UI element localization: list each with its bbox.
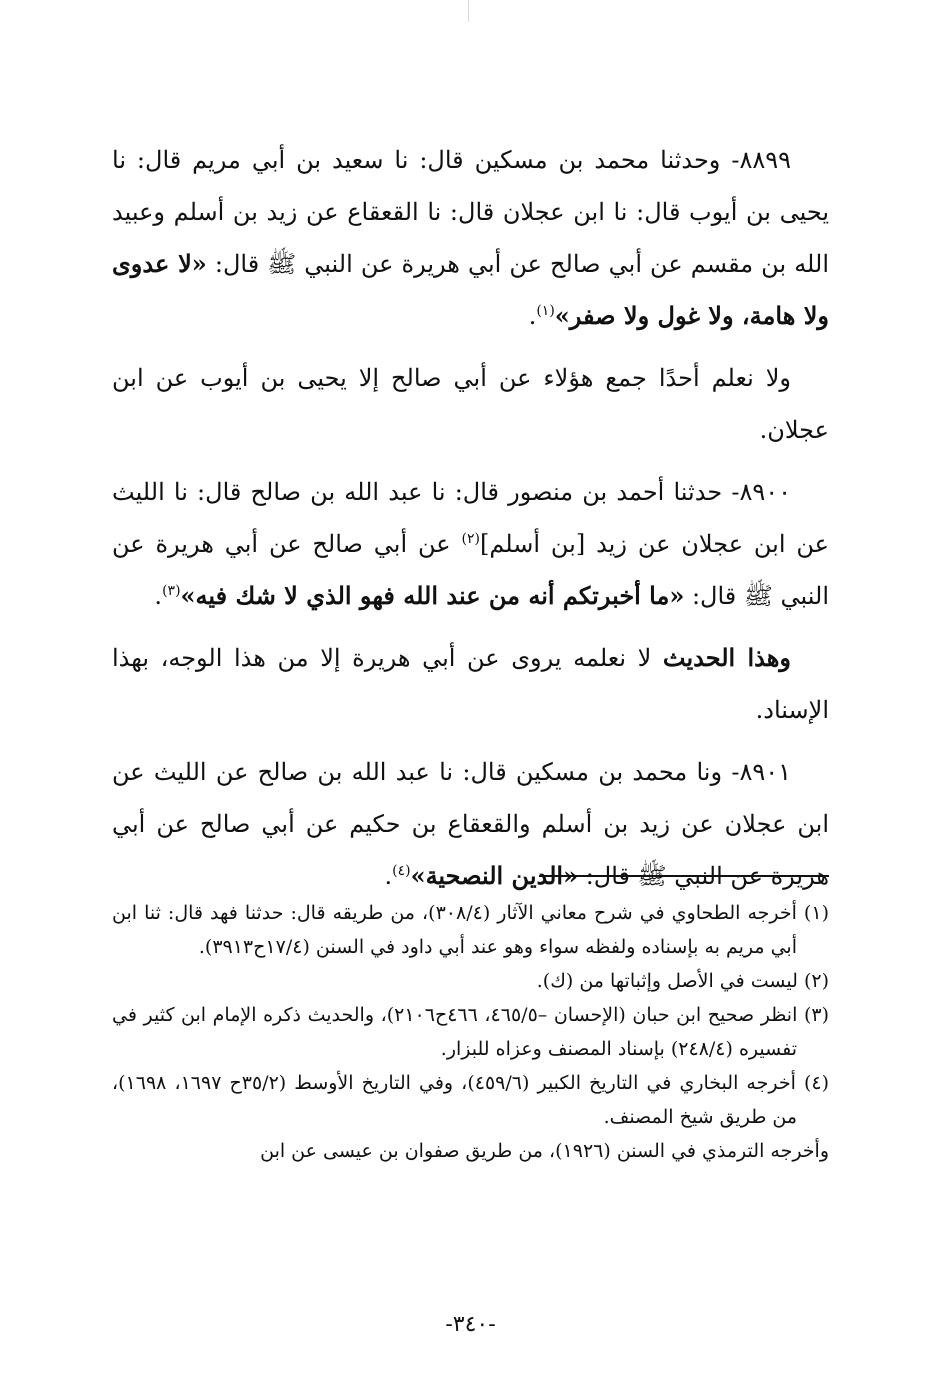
footnote-ref-2[interactable]: (٢) bbox=[461, 531, 480, 547]
page-number: -٣٤٠- bbox=[445, 1312, 496, 1337]
commentary-text: ولا نعلم أحدًا جمع هؤلاء عن أبي صالح إلا يحيى بن أيوب عن ابن عجلان. bbox=[112, 364, 829, 444]
footnote-4-continuation: وأخرجه الترمذي في السنن (١٩٢٦)، من طريق صفوان بن عيسى عن ابن bbox=[260, 1140, 829, 1162]
hadith-matn: «ما أخبرتكم أنه من عند الله فهو الذي لا شك فيه» bbox=[180, 581, 685, 610]
main-text bbox=[112, 134, 829, 912]
hadith-8900 bbox=[112, 466, 829, 622]
hadith-text: - وحدثنا محمد بن مسكين قال: نا سعيد بن أبي مريم قال: نا يحيى بن أيوب قال: نا ابن عجلان قال: نا القعقاع عن زيد بن أسلم وعبيد الله بن مقسم عن أبي صالح عن أبي هريرة عن النبي ﷺ قال: bbox=[112, 146, 829, 278]
hadith-text-cont: عن أبي صالح عن أبي هريرة عن النبي ﷺ قال: bbox=[112, 530, 829, 610]
scan-top-mark bbox=[468, 0, 469, 22]
footnote-separator bbox=[539, 875, 829, 877]
hadith-number: ٨٨٩٩ bbox=[739, 146, 791, 174]
hadith-matn: «الدين النصحية» bbox=[410, 861, 579, 890]
commentary-text: لا نعلمه يروى عن أبي هريرة إلا من هذا الوجه، بهذا الإسناد. bbox=[112, 644, 829, 724]
commentary-lead: وهذا الحديث bbox=[662, 643, 792, 672]
footnote-3: (٣) انظر صحيح ابن حبان (الإحسان –٤٦٥/٥، ٤٦٦ح٢١٠٦)، والحديث ذكره الإمام ابن كثير في تفسيره (٢٤٨/٤) بإسناد المصنف وعزاه للبزار. bbox=[112, 1004, 829, 1060]
commentary-8899 bbox=[112, 352, 829, 456]
commentary-8900 bbox=[112, 632, 829, 736]
footnote-ref-1[interactable]: (١) bbox=[536, 303, 555, 319]
footnote-ref-3[interactable]: (٣) bbox=[162, 583, 181, 599]
hadith-text: - حدثنا أحمد بن منصور قال: نا عبد الله بن صالح قال: نا الليث عن ابن عجلان عن زيد [بن أسلم] bbox=[112, 478, 829, 558]
hadith-8901 bbox=[112, 746, 829, 902]
footnote-2: (٢) ليست في الأصل وإثباتها من (ك). bbox=[536, 970, 829, 992]
footnote-ref-4[interactable]: (٤) bbox=[392, 863, 411, 879]
footnote-1: (١) أخرجه الطحاوي في شرح معاني الآثار (٣٠٨/٤)، من طريقه قال: حدثنا فهد قال: ثنا ابن أبي مريم به بإسناده ولفظه سواء وهو عند أبي داود في السنن (١٧/٤ح٣٩١٣). bbox=[112, 902, 829, 958]
footnotes bbox=[112, 896, 829, 1168]
hadith-end: . bbox=[154, 582, 163, 610]
hadith-number: ٨٩٠٠ bbox=[739, 478, 791, 506]
hadith-end: . bbox=[384, 862, 393, 890]
hadith-8899 bbox=[112, 134, 829, 342]
hadith-text: - ونا محمد بن مسكين قال: نا عبد الله بن صالح عن الليث عن ابن عجلان عن زيد بن أسلم والقعقاع بن حكيم عن أبي صالح عن أبي هريرة عن النبي ﷺ قال: bbox=[112, 758, 829, 890]
hadith-end: . bbox=[528, 302, 537, 330]
hadith-number: ٨٩٠١ bbox=[739, 758, 791, 786]
hadith-matn: «لا عدوى ولا هامة، ولا غول ولا صفر» bbox=[112, 249, 829, 330]
footnote-4: (٤) أخرجه البخاري في التاريخ الكبير (٤٥٩/٦)، وفي التاريخ الأوسط (٣٥/٢ح ١٦٩٧، ١٦٩٨)، من طريق شيخ المصنف. bbox=[112, 1072, 829, 1128]
